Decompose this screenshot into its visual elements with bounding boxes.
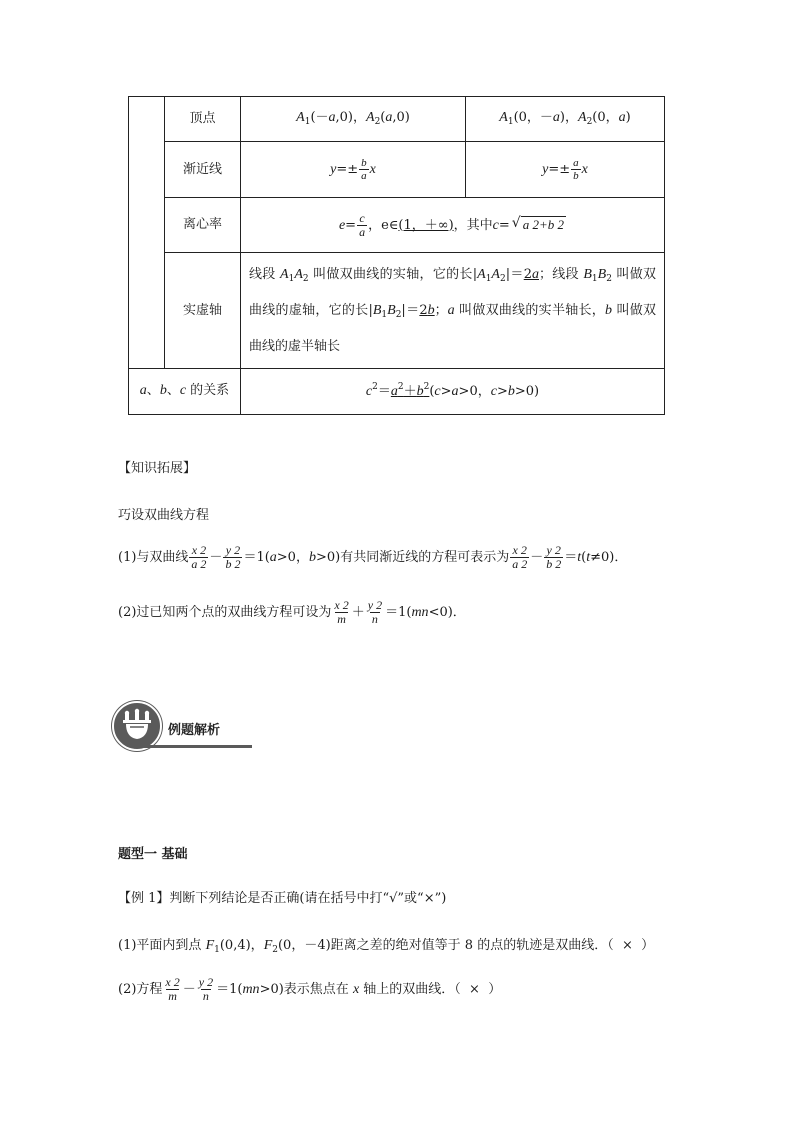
table-row-asymptote [129,142,665,198]
table-row-eccentricity [129,198,665,253]
table-row-axes [129,253,665,369]
row-label-asymptote: 渐近线 [165,142,241,198]
type-heading: 题型一 基础 [118,847,188,862]
hyperbola-properties-table [128,96,665,415]
row-label-axes: 实虚轴 [165,253,241,369]
extension-item-1: (1)与双曲线 $\frac{x 2}{a 2}$ － $\frac{y 2}{b 2}$ ＝1(a>0，b>0)有共同渐近线的方程可表示为 $\frac{x 2}{a 2}$ － $\frac{y 2}{b 2}$ ＝t(t≠0)． [118,543,628,571]
row-label-vertex: 顶点 [165,97,241,142]
extension-subtitle: 巧设双曲线方程 [118,508,210,523]
vertex-vertical: $A_1(0$，－a)，$A_2(0$，a) [466,97,665,142]
relation-formula: $c^2=a^2+b^2(c>a>0$，c>b>0) [241,369,665,415]
vertex-horizontal: $A_1(-a,0)$，$A_2(a,0)$ [241,97,466,142]
chess-pieces-icon [112,701,162,751]
extension-item-2: (2)过已知两个点的双曲线方程可设为 $\frac{x 2}{m}$ ＋ $\frac{y 2}{n}$ ＝1(mn<0)． [118,598,466,626]
table-row-relation [129,369,665,415]
asymptote-horizontal: y=± $\frac{b}{a}$ x [241,142,466,198]
table-row-vertex [129,97,665,142]
row-label-eccentricity: 离心率 [165,198,241,253]
section-banner [112,701,244,749]
extension-title: 【知识拓展】 [118,461,197,476]
section-label: 例题解析 [168,723,221,738]
example-heading: 【例 1】判断下列结论是否正确(请在括号中打“√”或“×”) [118,891,447,906]
axes-description: 线段 $A_1A_2$ 叫做双曲线的实轴，它的长$|A_1A_2|=2a$；线段 $B_1B_2$ 叫做双曲线的虚轴，它的长$|B_1B_2|=2b$；a 叫做双曲线的实半轴长，b 叫做双曲线的虚半轴长 [241,253,665,369]
eccentricity-formula: e= $\frac{c}{a}$ ，e∈(1，＋∞)，其中c=√ a 2+b 2 [241,198,665,253]
example-question-2: (2)方程 $\frac{x 2}{m}$ － $\frac{y 2}{n}$ ＝1(mn>0)表示焦点在 x 轴上的双曲线．（ × ） [118,975,502,1003]
asymptote-vertical: y=± $\frac{a}{b}$ x [466,142,665,198]
table-merged-cell [129,97,165,369]
row-label-relation: a、b、c 的关系 [129,369,241,415]
example-question-1: (1)平面内到点 $F_1(0,4)$，$F_2(0$，－4)距离之差的绝对值等于 8 的点的轨迹是双曲线．（ × ） [118,938,655,955]
banner-underline [134,745,252,748]
